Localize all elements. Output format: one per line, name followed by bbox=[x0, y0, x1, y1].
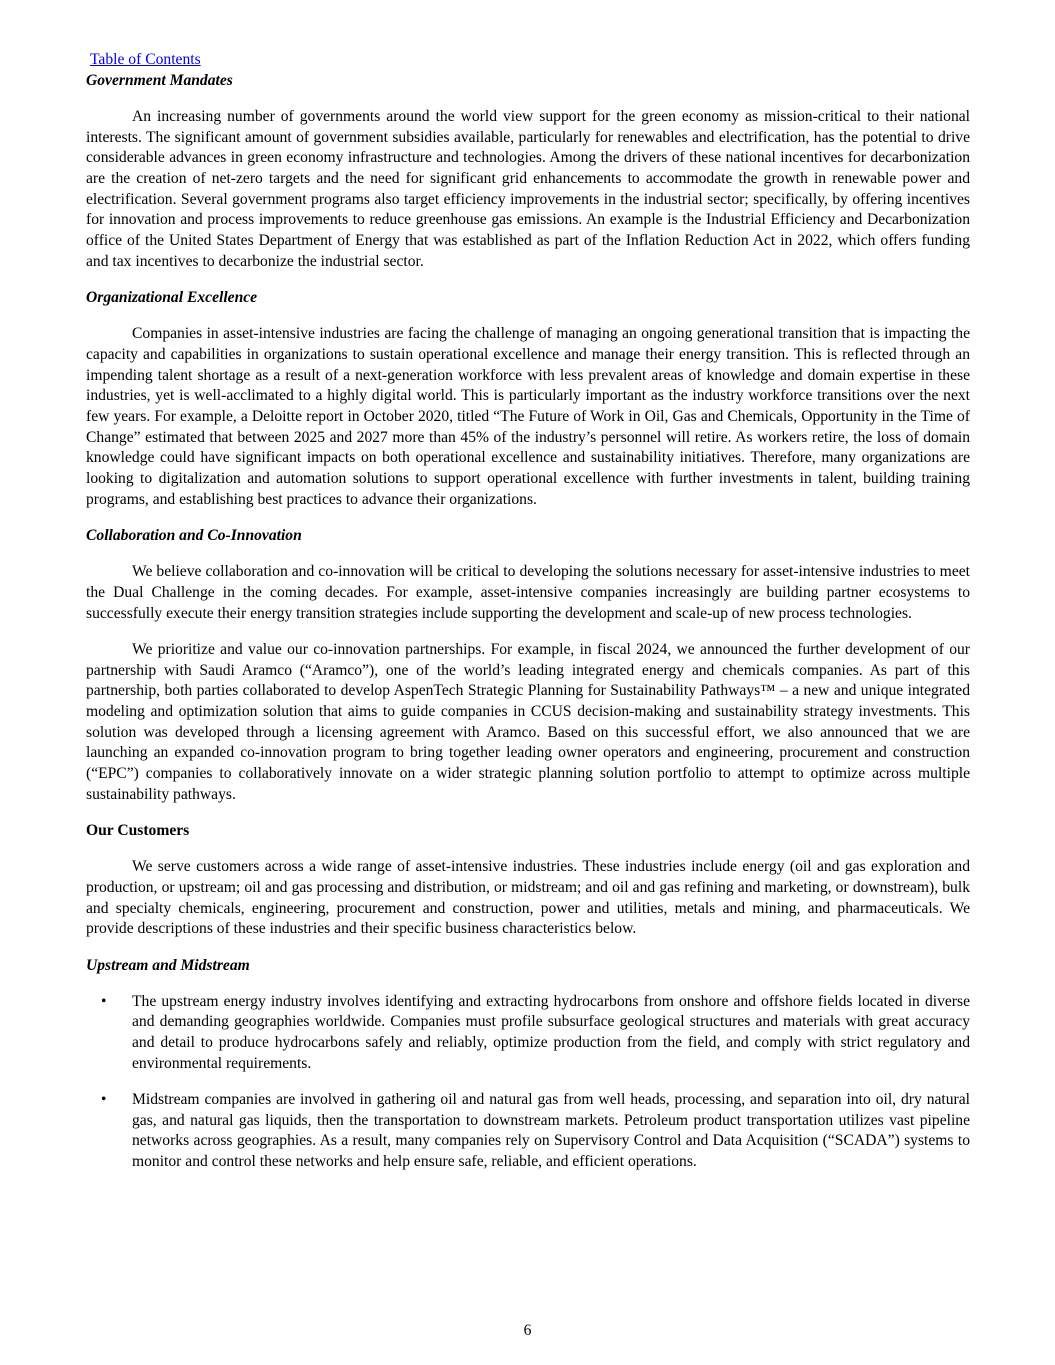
document-page bbox=[86, 50, 970, 1173]
bullet-icon: • bbox=[101, 1091, 107, 1109]
paragraph-government-mandates: An increasing number of governments around the world view support for the green economy as mission-critical to their national interests. The significant amount of government subsidies available, particularly for renewables and electrification, has the potential to drive considerable advances in green economy infrastructure and technologies. Among the drivers of these national incentives for decarbonization are the creation of net-zero targets and the need for significant grid enhancements to accommodate the growth in renewable power and electrification. Several government programs also target efficiency improvements in the industrial sector; specifically, by offering incentives for innovation and process improvements to reduce greenhouse gas emissions. An example is the Industrial Efficiency and Decarbonization office of the United States Department of Energy that was established as part of the Inflation Reduction Act in 2022, which offers funding and tax incentives to decarbonize the industrial sector. bbox=[86, 107, 970, 270]
paragraph-our-customers: We serve customers across a wide range of asset-intensive industries. These industries include energy (oil and gas exploration and production, or upstream; oil and gas processing and distribution, or midstream; and oil and gas refining and marketing, or downstream), bulk and specialty chemicals, engineering, procurement and construction, power and utilities, metals and mining, and pharmaceuticals. We provide descriptions of these industries and their specific business characteristics below. bbox=[86, 858, 970, 938]
bullet-icon: • bbox=[101, 992, 107, 1010]
section-heading-organizational-excellence: Organizational Excellence bbox=[86, 289, 258, 307]
paragraph-collaboration-1: We believe collaboration and co-innovation will be critical to developing the solutions necessary for asset-intensive industries to meet the Dual Challenge in the coming decades. For example, asset-intensive companies increasingly are building partner ecosystems to successfully execute their energy transition strategies include supporting the development and scale-up of new process technologies. bbox=[86, 563, 970, 622]
list-item-text: The upstream energy industry involves identifying and extracting hydrocarbons from onshore and offshore fields located in diverse and demanding geographies worldwide. Companies must profile subsurface geological structures and materials with great accuracy and detail to produce hydrocarbons safely and reliably, optimize production from the field, and comply with strict regulatory and environmental requirements. bbox=[132, 992, 970, 1072]
page-number: 6 bbox=[523, 1322, 532, 1339]
list-item bbox=[86, 1090, 970, 1173]
bullet-list-upstream-midstream bbox=[86, 992, 970, 1173]
table-of-contents-link[interactable]: Table of Contents bbox=[90, 51, 201, 68]
list-item bbox=[86, 992, 970, 1075]
paragraph-organizational-excellence: Companies in asset-intensive industries are facing the challenge of managing an ongoing generational transition that is impacting the capacity and capabilities in organizations to sustain operational excellence and manage their energy transition. This is reflected through an impending talent shortage as a result of a next-generation workforce with less prevalent areas of knowledge and domain expertise in these industries, yet is well-acclimated to a highly digital world. This is particularly important as the industry workforce transitions over the next few years. For example, a Deloitte report in October 2020, titled “The Future of Work in Oil, Gas and Chemicals, Opportunity in the Time of Change” estimated that between 2025 and 2027 more than 45% of the industry’s personnel will retire. As workers retire, the loss of domain knowledge could have significant impacts on both operational excellence and sustainability initiatives. Therefore, many organizations are looking to digitalization and automation solutions to support operational excellence with further investments in talent, building training programs, and establishing best practices to advance their organizations. bbox=[86, 325, 970, 508]
section-heading-upstream-midstream: Upstream and Midstream bbox=[86, 956, 250, 974]
list-item-text: Midstream companies are involved in gathering oil and natural gas from well heads, processing, and separation into oil, dry natural gas, and natural gas liquids, then the transportation to downstream markets. Petroleum product transportation utilizes vast pipeline networks across geographies. As a result, many companies rely on Supervisory Control and Data Acquisition (“SCADA”) systems to monitor and control these networks and help ensure safe, reliable, and efficient operations. bbox=[132, 1091, 970, 1171]
section-heading-government-mandates: Government Mandates bbox=[86, 71, 233, 89]
paragraph-collaboration-2: We prioritize and value our co-innovation partnerships. For example, in fiscal 2024, we announced the further development of our partnership with Saudi Aramco (“Aramco”), one of the world’s leading integrated energy and chemicals companies. As part of this partnership, both parties collaborated to develop AspenTech Strategic Planning for Sustainability Pathways™ – a new and unique integrated modeling and optimization solution that aims to guide companies in CCUS decision-making and sustainability strategy investments. This solution was developed through a licensing agreement with Aramco. Based on this successful effort, we also announced that we are launching an expanded co-innovation program to bring together leading owner operators and engineering, procurement and construction (“EPC”) companies to collaboratively innovate on a wider strategic planning solution portfolio to attempt to optimize across multiple sustainability pathways. bbox=[86, 640, 970, 803]
section-heading-our-customers: Our Customers bbox=[86, 822, 190, 839]
section-heading-collaboration: Collaboration and Co-Innovation bbox=[86, 527, 302, 545]
